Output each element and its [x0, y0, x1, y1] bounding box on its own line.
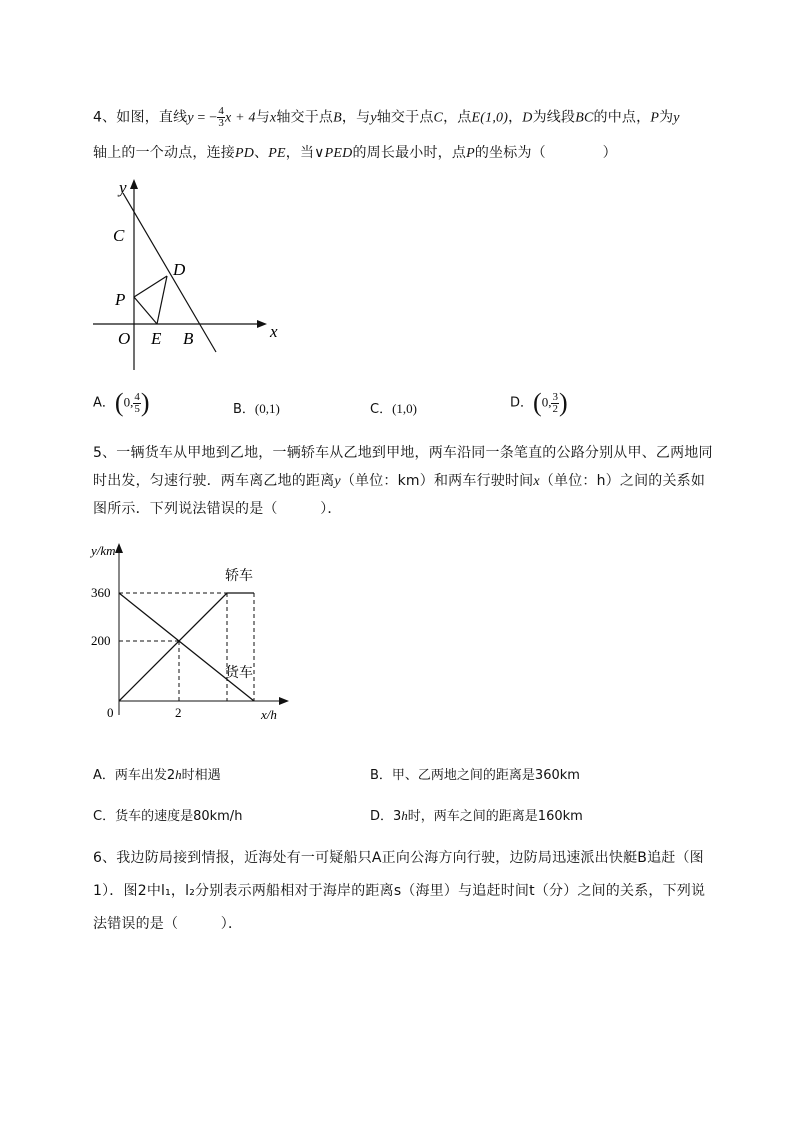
y-tick-360: 360 — [91, 585, 111, 600]
series-label-car: 轿车 — [225, 568, 253, 584]
q4-line2 — [93, 142, 617, 162]
frac-den: 5 — [134, 402, 140, 415]
q4-frac-num: 4 — [218, 105, 225, 117]
line-bc — [123, 193, 216, 352]
q4-var: x — [269, 110, 277, 126]
series-line-truck — [119, 593, 254, 701]
option-value: 0, — [123, 394, 134, 410]
paren-open: ( — [533, 388, 542, 417]
paren-close: ) — [140, 388, 150, 417]
frac-den: 2 — [552, 402, 558, 415]
option-var: h — [401, 808, 408, 823]
q4-var: y — [370, 110, 377, 126]
q4-var: PD — [235, 146, 255, 161]
option-text: 时，两车之间的距离是160km — [407, 809, 583, 824]
option-fraction — [133, 392, 141, 415]
q4-text: 与 — [255, 109, 270, 126]
q5-var: x — [533, 474, 540, 489]
option-label: B．甲、乙两地之间的距离是360km — [370, 768, 580, 783]
q5-line-chart — [85, 535, 310, 735]
label-b: B — [183, 329, 194, 348]
chart-series — [119, 593, 254, 701]
option-value: 0, — [541, 394, 552, 410]
q4-option-d[interactable] — [510, 388, 568, 418]
q4-option-b[interactable] — [233, 398, 280, 417]
y-tick-200: 200 — [91, 633, 111, 648]
q4-eq-fraction — [217, 106, 225, 129]
q4-text: 的坐标为（ ） — [474, 145, 617, 161]
q4-text: ，当∨ — [285, 145, 325, 161]
q4-text: 轴上的一个动点，连接 — [93, 145, 235, 161]
label-x: x — [270, 322, 278, 341]
q6-line3: 法错误的是（ ）． — [93, 916, 243, 932]
chart-x-label: x/h — [261, 707, 277, 722]
q5-text: 时出发，匀速行驶．两车离乙地的距离 — [93, 473, 335, 489]
q4-var: D — [522, 110, 533, 126]
paren-close: ) — [558, 388, 568, 417]
q4-option-a[interactable] — [93, 388, 150, 418]
q5-var: y — [334, 474, 341, 489]
q4-var: E(1,0) — [471, 110, 509, 126]
q4-eq-y: y — [187, 110, 194, 126]
option-fraction — [551, 392, 559, 415]
option-label: A．两车出发2 — [93, 768, 176, 783]
q4-text: ，点 — [443, 109, 472, 126]
q4-var: P — [466, 146, 475, 161]
option-label: C．货车的速度是80km/h — [93, 809, 243, 824]
series-label-truck: 货车 — [225, 665, 253, 681]
segment-pe — [134, 297, 157, 324]
q4-text: 、 — [254, 145, 269, 161]
q4-var: y — [673, 110, 680, 126]
q4-text: ， — [508, 109, 523, 126]
label-o: O — [118, 329, 131, 348]
frac-num: 4 — [134, 390, 140, 403]
q4-text: 轴交于点 — [376, 109, 434, 126]
q4-text: 为线段 — [532, 109, 576, 126]
q5-line3: 图所示．下列说法错误的是（ ）． — [93, 501, 342, 517]
q4-text: 轴交于点 — [276, 109, 334, 126]
x-axis-arrow — [257, 320, 267, 328]
x-tick-2: 2 — [175, 705, 182, 720]
frac-num: 3 — [552, 390, 558, 403]
q5-option-c[interactable] — [93, 805, 242, 824]
q6-line1: 6、我边防局接到情报，近海处有一可疑船只A正向公海方向行驶，边防局迅速派出快艇B追赶（图 — [93, 850, 704, 866]
option-value: (0,1) — [254, 401, 280, 416]
label-y: y — [119, 178, 127, 197]
chart-origin-label: 0 — [107, 705, 114, 720]
q4-var: C — [433, 110, 444, 126]
label-c: C — [113, 226, 125, 245]
q4-line1 — [93, 106, 680, 129]
option-label: C． — [370, 402, 393, 417]
q4-geometry-figure — [85, 175, 295, 375]
option-label: D．3 — [370, 809, 402, 824]
segment-pd — [134, 276, 167, 297]
y-axis-arrow — [130, 179, 138, 189]
q5-option-a[interactable] — [93, 764, 221, 783]
q4-text: ，与 — [341, 109, 371, 126]
option-text: 时相遇 — [181, 768, 221, 783]
chart-x-arrow — [279, 697, 289, 705]
q4-text: 的周长最小时，点 — [352, 145, 467, 161]
q5-text: （单位：km）和两车行驶时间 — [340, 473, 534, 489]
q4-var: PE — [268, 146, 286, 161]
q4-var: BC — [575, 110, 594, 126]
segment-ed — [157, 276, 167, 324]
q5-text: （单位：h）之间的关系如 — [539, 473, 706, 489]
option-value: (1,0) — [392, 401, 417, 416]
q5-line1: 5、一辆货车从甲地到乙地，一辆轿车从乙地到甲地，两车沿同一条笔直的公路分别从甲、乙两地同 — [93, 445, 713, 461]
label-p: P — [115, 290, 126, 309]
chart-y-label: y/km — [91, 543, 116, 558]
label-e: E — [151, 329, 162, 348]
q5-line2 — [93, 470, 705, 490]
paren-open: ( — [114, 388, 124, 417]
q5-option-d[interactable] — [370, 805, 583, 824]
q4-text: 的中点， — [593, 109, 651, 126]
q4-text: 4、如图，直线 — [93, 109, 188, 126]
q4-frac-den: 3 — [218, 117, 225, 129]
chart-y-arrow — [115, 543, 123, 553]
q4-eq-rest: x + 4 — [225, 110, 256, 126]
q4-var: PED — [324, 146, 353, 161]
label-d: D — [173, 260, 186, 279]
option-label: D． — [510, 395, 534, 411]
option-label: B． — [233, 402, 255, 417]
q5-option-b[interactable] — [370, 764, 580, 783]
q4-eq-sign: = − — [193, 110, 218, 126]
option-var: h — [175, 767, 182, 782]
option-label: A． — [93, 395, 115, 411]
q4-text: 为 — [659, 109, 674, 126]
q4-option-c[interactable] — [370, 398, 417, 417]
q6-line2: 1）．图2中l₁，l₂分别表示两船相对于海岸的距离s（海里）与追赶时间t（分）之间的关系，下列说 — [93, 883, 706, 899]
q4-var: B — [333, 110, 342, 126]
q4-var: P — [650, 110, 660, 126]
